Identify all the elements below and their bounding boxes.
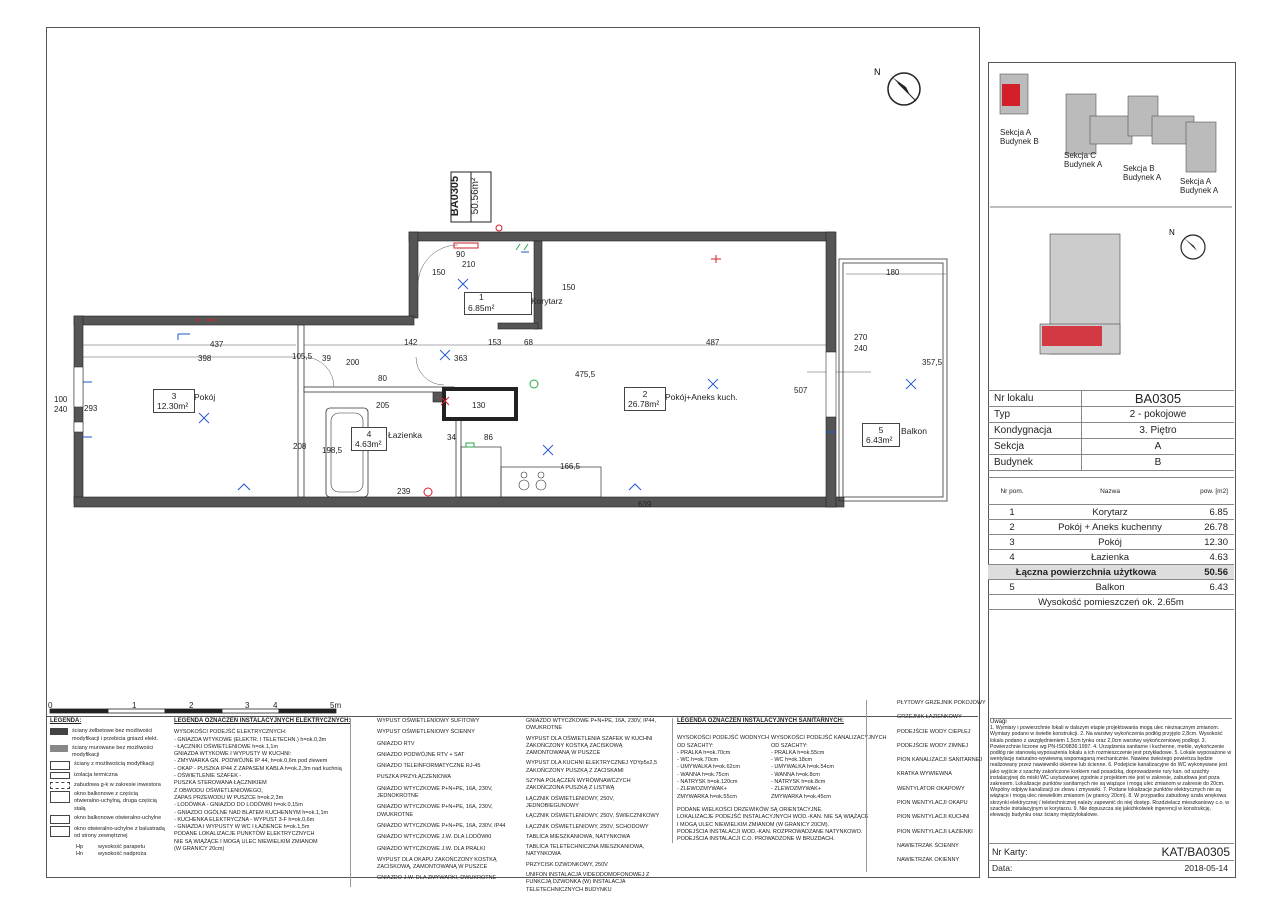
symbol-legend-item: PRZYCISK DZWONKOWY, 250V <box>526 861 608 868</box>
water-legend-line: - WC h=ok.18cm <box>771 757 813 764</box>
date-row: Data: 2018-05-14 <box>992 863 1228 873</box>
water-note-line: PODEJŚCIA INSTALACJI C.O. PROWADZONE W BRUZDACH. <box>677 836 835 843</box>
elec-legend-line: ZAPAS PRZEWODU W PUSZCE h=ok.2,3m <box>174 794 284 801</box>
key-plan-labels <box>990 64 1232 204</box>
water-legend-line: - NATRYSK h=ok.8cm <box>771 779 826 786</box>
apartment-tag-area: 50.56m² <box>470 177 481 215</box>
symbol-legend-item: WYPUST OŚWIETLENIOWY SUFITOWY <box>377 718 480 724</box>
plan-room-4: 4 4.63m² Łazienka <box>351 427 387 451</box>
svg-text:N: N <box>1169 228 1175 237</box>
room-row: 3 Pokój 12.30 <box>988 535 1234 550</box>
water-note-line: LOKALIZACJE PODEJŚĆ INSTALACYJNYCH WOD.-KAN. NIE SĄ WIĄŻĄCE <box>677 814 869 821</box>
symbol-legend-item: GNIAZDO WTYCZKOWE P+N+PE, 16A, 230V, IP44, DWUKROTNE <box>526 718 657 732</box>
sanitary-symbol-item: PODEJŚCIE WODY CIEPŁEJ <box>897 728 971 735</box>
plan-room-5: 5 6.43m² Balkon <box>862 423 900 447</box>
height-row: Wysokość pomieszczeń ok. 2.65m <box>988 595 1234 610</box>
balcony-row: 5 Balkon 6.43 <box>988 580 1234 595</box>
legend-walls: LEGENDA: ściany żelbetowe bez możliwości modyfikacji i przebicia gniazd elekt. ściany murowane bez możliwości modyfikacji ściany z możliwością modyfikacji izolacja termiczna zabudowa g-k w zakresie inwestora okno balkonowe z częścią otwieralno-uchylną, druga częścią stałą okno balkonowe otwieralno-uchylne okno otwieralno-uchylne z balustradą od strony zewnętrznej Hp wysokość parapetu Hn wysokość nadproża <box>50 718 165 857</box>
symbol-legend-item: SZYNA POŁĄCZEŃ WYRÓWNAWCZYCH ZAKOŃCZONA PUSZKĄ Z LISTWĄ <box>526 778 631 792</box>
elec-legend-line: - GNIAZDA WTYKOWE (ELEKTR. I TELETECHN.) h=ok.0,3m <box>174 736 327 743</box>
apartment-info <box>988 390 1234 471</box>
plan-room-2: 2 26.78m² Pokój+Aneks kuch. <box>624 387 666 411</box>
symbol-legend-item: WYPUST DLA OKAPU ZAKOŃCZONY KOSTKĄ ZACISKOWĄ, ZAMONTOWANĄ W PUSZCE <box>377 856 497 871</box>
apartment-tag-code: BA0305 <box>449 175 461 217</box>
svg-text:N: N <box>874 67 881 77</box>
sanitary-symbol-item: KRATKA WYWIEWNA <box>897 771 952 778</box>
water-note-line: I MOGĄ ULEC NIEWIELKIM ZMIANOM (W GRANICY 20CM). <box>677 821 830 828</box>
symbol-legend-item: GNIAZDO PODWÓJNE RTV + SAT <box>377 751 465 758</box>
symbol-legend-item: UNIFON INSTALACJA VIDEODOMOFONOWEJ Z FUNKCJĄ DZWONKA (W) INSTALACJA TELETECHNICZNYCH BUDYNKU <box>526 872 650 893</box>
legend-symbols-2 <box>508 718 663 897</box>
key-label-2: Sekcja B Budynek A <box>1123 164 1162 182</box>
elec-legend-line: Z OBWODU OŚWIETLENIOWEGO, <box>174 787 263 794</box>
symbol-legend-item: ŁĄCZNIK OŚWIETLENIOWY, 250V, JEDNOBIEGUNOWY <box>526 795 615 809</box>
elec-legend-line: - KUCHENKA ELEKTRYCZNA - WYPUST 3-F h=ok.0,6m <box>174 816 315 823</box>
water-legend-line: - ZLEWOZMYWAK+ <box>677 786 728 793</box>
total-row: Łączna powierzchnia użytkowa 50.56 <box>988 565 1234 580</box>
north-arrow-icon <box>874 67 920 105</box>
elec-legend-line: - OKAP - PUSZKA IP44 Z ZAPASEM KABLA h=ok.2,3m nad kuchnią <box>174 765 342 772</box>
scale-bar <box>46 700 346 716</box>
legend-sanitary-symbols <box>866 700 986 872</box>
sanitary-symbol-item: GRZEJNIK ŁAZIENKOWY <box>897 714 962 721</box>
symbol-legend-item: GNIAZDO TELEINFORMATYCZNE RJ-45 <box>377 763 481 770</box>
sanitary-symbol-item: PION WENTYLACJI KUCHNI <box>897 814 970 821</box>
sanitary-symbol-item: PION WENTYLACJI ŁAZIENKI <box>897 828 973 835</box>
symbol-legend-item: GNIAZDO WTYCZKOWE P+N+PE, 16A, 230V, DWUKROTNE <box>377 804 493 818</box>
sanitary-symbol-item: NAWIETRZAK ŚCIENNY <box>897 842 959 849</box>
key-label-3: Sekcja A Budynek A <box>1180 177 1219 195</box>
elec-legend-line: GNIAZDA WTYKOWE I WYPUSTY W KUCHNI: <box>174 751 292 758</box>
symbol-legend-item: WYPUST DLA OŚWIETLENIA SZAFEK W KUCHNI ZAKOŃCZONY KOSTKĄ ZACISKOWĄ ZAMONTOWANĄ W PUSZCE <box>526 735 653 757</box>
symbol-legend-item: GNIAZDO WTYCZKOWE P+N+PE, 16A, 230V, JEDNOKROTNE <box>377 785 493 800</box>
water-legend-line: - PRALKA h=ok.55cm <box>771 749 825 756</box>
water-note-line: PODEJŚCIA INSTALACJI WOD.-KAN. ROZPROWADZANE NATYNKOWO. <box>677 828 863 835</box>
info-row: Nr lokalu BA0305 <box>988 391 1234 407</box>
notes: Uwagi 1. Wymiary i powierzchnie lokali w dalszym etapie projektowania mogą ulec nieznacznym zmianom. Wymiary podano w świetle konstrukcji. 2. Na warstwy wykończenia podłóg przyjęto 2,8cm. Wysokość lokalu podano z uwzględnieniem 1,5cm tynku oraz 2,0cm warstwy wykończeniowej podłogi. 3. Powierzchnie liczone wg PN-ISO9836:1997. 4. Urządzenia sanitarne i kuchenne, meble, wykończenie podłóg nie stanowią wyposażenia lokalu a ich rozmieszczenie jest przykładowe. 5. Lokale wyposażone w wentylację naturalno-wywiewną wspomaganą mechanicznie. Nawiew świeżego powietrza będzie realizowany przez nawiewniki okienne lub ścienne. 6. Podejście kanalizacyjne do WC wykonywane jest jako wyjście z szachty zakończone korkiem nad posadzką, doprowadzenie rury kan. od szachty instalacyjnej do miski WC usytuowanej zgodnie z projektem nie jest w zakresie, zabudowa jest poza zakresem. Lokalizacje punktów sanitarnych nie są wiążące i mogą ulec zmianom w zakresie do 20cm. Wspólny odpływ kanalizacji ze zlewu i zmywarki. 7. Podane lokalizacje punktów elektrycznych nie są wiążące i mogą ulec niewielkim zmianom (w granicy 20cm). 8. W przypadku zabudowy szafa wnękowa skrzynki elektrycznej / teletechnicznej należy zapewnić do niej dostęp. Rozdzielacz mieszkaniowy c.o. w szachcie instalacyjnym w korytarzu. 9. Nie dopuszcza się jakichkolwiek ingerencji w konstrukcję, elewację budynku oraz ściany międzylokalowe. <box>990 718 1232 839</box>
room-row: 2 Pokój + Aneks kuchenny 26.78 <box>988 520 1234 535</box>
key-label-0: Sekcja A Budynek B <box>1000 128 1039 146</box>
symbol-legend-item: ŁĄCZNIK OŚWIETLENIOWY, 250V, ŚWIECZNIKOWY <box>526 813 660 820</box>
legend-symbols-1 <box>350 718 507 887</box>
water-legend-line: - UMYWALKA h=ok.62cm <box>677 764 740 771</box>
water-legend-line: ZMYWARKA h=ok.45cm <box>771 793 831 800</box>
elec-legend-line: - LODÓWKA - GNIAZDO DO LODÓWKI h=ok.0,15m <box>174 802 303 809</box>
info-row: Kondygnacja 3. Piętro <box>988 423 1234 439</box>
water-legend-line: - UMYWALKA h=ok.54cm <box>771 764 834 771</box>
sanitary-symbol-item: PION KANALIZACJI SANITARNEJ <box>897 757 983 764</box>
water-legend-line: ZMYWARKA h=ok.55cm <box>677 793 737 800</box>
symbol-legend-item: GNIAZDO RTV <box>377 740 415 747</box>
elec-legend-line: - ŁĄCZNIKI OŚWIETLENIOWE h=ok.1,1m <box>174 743 279 750</box>
symbol-legend-item: GNIAZDO WTYCZKOWE J.W. DLA LODÓWKI <box>377 834 492 841</box>
water-legend-line: - PRALKA h=ok.70cm <box>677 749 731 756</box>
elec-legend-line: - GNIAZDO OGÓLNE NAD BLATEM KUCHENNYM h=ok.1,1m <box>174 809 329 816</box>
sanitary-symbol-item: PODEJŚCIE WODY ZIMNEJ <box>897 742 969 749</box>
elec-legend-line: NIE SĄ WIĄŻĄCE I MOGĄ ULEC NIEWIELKIM ZMIANOM <box>174 838 318 845</box>
info-row: Budynek B <box>988 455 1234 471</box>
elec-legend-line: WYSOKOŚCI PODEJŚĆ ELEKTRYCZNYCH: <box>174 729 287 736</box>
symbol-legend-item: GNIAZDO WTYCZKOWE J.W. DLA PRALKI <box>377 845 486 852</box>
symbol-legend-item: WYPUST OŚWIETLENIOWY ŚCIENNY <box>377 729 475 736</box>
floor-plan <box>46 27 978 717</box>
sanitary-symbol-item: WENTYLATOR OKAPOWY <box>897 785 965 792</box>
water-legend-line: - ZLEWOZMYWAK+ <box>771 786 822 793</box>
info-row: Typ 2 - pokojowe <box>988 407 1234 423</box>
symbol-legend-item: GNIAZDO J.W. DLA ZMYWARKI, DWUKROTNE <box>377 875 497 882</box>
sanitary-symbol-item: PION WENTYLACJI OKAPU <box>897 800 968 807</box>
symbol-legend-item: TABLICA TELETECHNICZNA MIESZKANIOWA, NATYNKOWA <box>526 844 645 858</box>
sanitary-symbol-item: NAWIETRZAK OKIENNY <box>897 857 960 864</box>
water-legend-line: - WANNA h=ok.8cm <box>771 771 820 778</box>
water-note-line: PODANE WIELKOŚCI DRZEWIKÓW SĄ ORIENTACYJNE. <box>677 806 823 813</box>
symbol-legend-item: PUSZKA PRZYŁĄCZENIOWA <box>377 774 452 781</box>
symbol-legend-item: TABLICA MIESZKANIOWA, NATYNKOWA <box>526 833 631 840</box>
room-row: 4 Łazienka 4.63 <box>988 550 1234 565</box>
legend-sanitary: LEGENDA OZNACZEŃ INSTALACYJNYCH SANITARNYCH: WYSOKOŚCI PODEJŚĆ WODNYCH OD SZACHTY: - PRALKA h=ok.70cm - WC h=ok.70cm - UMYWALKA h=ok.62cm - WANNA h=ok.75cm - NATRYSK h=ok.120cm - ZLEWOZMYWAK+ ZMYWARKA h=ok.55cm WYSOKOŚCI PODEJŚĆ KANALIZACYJNYCH OD SZACHTY: - PRALKA h=ok.55cm - WC h=ok.18cm - UMYWALKA h=ok.54cm - WANNA h=ok.8cm - NATRYSK h=ok.8cm - ZLEWOZMYWAK+ ZMYWARKA h=ok.45cm PODANE WIELKOŚCI DRZEWIKÓW SĄ ORIENTACYJNE. LOKALIZACJE PODEJŚĆ INSTALACYJNYCH WOD.-KAN. NIE SĄ WIĄŻĄCE I MOGĄ ULEC NIEWIELKIM ZMIANOM (W GRANICY 20CM). PODEJŚCIA INSTALACJI WOD.-KAN. ROZPROWADZANE NATYNKOWO. PODEJŚCIA INSTALACJI C.O. PROWADZONE W BRUZDACH. <box>672 718 867 843</box>
elec-legend-line: (W GRANICY 20cm) <box>174 846 225 853</box>
sanitary-symbol-item: PŁYTOWY GRZEJNIK POKOJOWY <box>897 700 986 706</box>
card-row: Nr Karty: KAT/BA0305 <box>988 843 1234 861</box>
elec-legend-line: - ZMYWARKA GN. PODWÓJNE IP 44, h=ok.0,6m pod zlewem <box>174 758 328 765</box>
elec-legend-line: PODANE LOKALIZACJE PUNKTÓW ELEKTRYCZNYCH <box>174 831 315 838</box>
rooms-table: Nr pom. Nazwa pow. [m2] 1 Korytarz 6.85 2 Pokój + Aneks kuchenny 26.78 3 Pokój 12.30 4 Łazienka 4.63 Łączna powierzchnia użytkowa 50.56 5 Balkon 6.43 Wysokość pomieszczeń ok. 2.65m <box>988 477 1234 610</box>
key-label-1: Sekcja C Budynek A <box>1064 151 1103 169</box>
water-legend-line: - NATRYSK h=ok.120cm <box>677 779 738 786</box>
info-row: Sekcja A <box>988 439 1234 455</box>
room-row: 1 Korytarz 6.85 <box>988 505 1234 520</box>
legend-electrical: LEGENDA OZNACZEŃ INSTALACYJNYCH ELEKTRYCZNYCH: WYSOKOŚCI PODEJŚĆ ELEKTRYCZNYCH: - GNIAZDA WTYKOWE (ELEKTR. I TELETECHN.) h=ok.0,3m - ŁĄCZNIKI OŚWIETLENIOWE h=ok.1,1m GNIAZDA WTYKOWE I WYPUSTY W KUCHNI: - ZMYWARKA GN. PODWÓJNE IP 44, h=ok.0,6m pod zlewem - OKAP - PUSZKA IP44 Z ZAPASEM KABLA h=ok.2,3m nad kuchnią - OŚWIETLENIE SZAFEK - PUSZKA STEROWANA ŁĄCZNIKIEM Z OBWODU OŚWIETLENIOWEGO, ZAPAS PRZEWODU W PUSZCE h=ok.2,3m - LODÓWKA - GNIAZDO DO LODÓWKI h=ok.0,15m - GNIAZDO OGÓLNE NAD BLATEM KUCHENNYM h=ok.1,1m - KUCHENKA ELEKTRYCZNA - WYPUST 3-F h=ok.0,6m - GNIAZDA I WYPUSTY W WC I ŁAZIENCE h=ok.1,5m PODANE LOKALIZACJE PUNKTÓW ELEKTRYCZNYCH NIE SĄ WIĄŻĄCE I MOGĄ ULEC NIEWIELKIM ZMIANOM (W GRANICY 20cm) <box>174 718 351 853</box>
plan-room-1: 1 Korytarz 6.85m² <box>464 292 532 315</box>
elec-legend-line: - GNIAZDA I WYPUSTY W WC I ŁAZIENCE h=ok.1,5m <box>174 824 310 831</box>
symbol-legend-item: WYPUST DLA KUCHNI ELEKTRYCZNEJ YDYp5x2,5 ZAKOŃCZONY PUSZKĄ Z ZACISKAMI <box>526 760 658 774</box>
elec-legend-line: - OŚWIETLENIE SZAFEK - <box>174 773 242 780</box>
water-legend-line: - WC h=ok.70cm <box>677 757 719 764</box>
symbol-legend-item: GNIAZDO WTYCZKOWE P+N+PE, 16A, 230V, IP44 <box>377 822 506 829</box>
plan-room-3: 3 12.30m² Pokój <box>153 389 195 413</box>
water-legend-line: - WANNA h=ok.75cm <box>677 771 729 778</box>
elec-legend-line: PUSZKA STEROWANA ŁĄCZNIKIEM <box>174 780 267 787</box>
symbol-legend-item: ŁĄCZNIK OŚWIETLENIOWY, 250V, SCHODOWY <box>526 823 649 830</box>
